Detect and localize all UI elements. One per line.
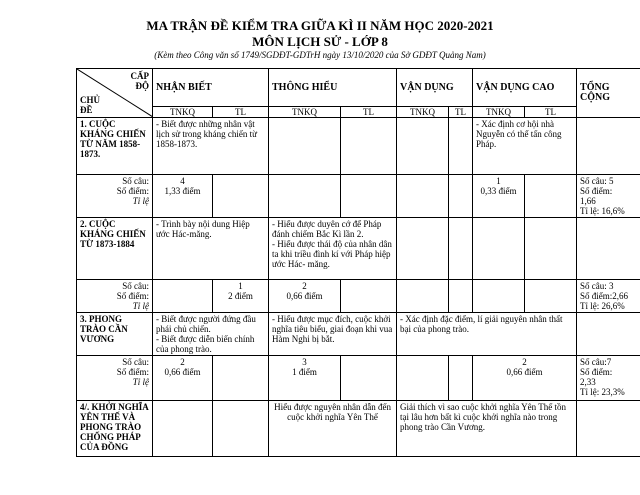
- empty-cell: [577, 401, 640, 457]
- col-van-dung-cao: VẬN DỤNG CAO: [473, 69, 577, 107]
- corner-level-label: CẤP ĐỘ: [130, 71, 149, 91]
- sub-tl: TL: [525, 107, 577, 118]
- empty-cell: [153, 401, 213, 457]
- empty-cell: [341, 175, 397, 218]
- sub-tnkq: TNKQ: [153, 107, 213, 118]
- topic-2-name: 2. CUỘC KHÁNG CHIẾN TỪ 1873-1884: [77, 218, 153, 280]
- document-note: (Kèm theo Công văn số 1749/SGDĐT-GDTrH ngày 13/10/2020 của Sở GDĐT Quảng Nam): [154, 50, 486, 60]
- sub-tl: TL: [213, 107, 269, 118]
- empty-cell: [577, 313, 640, 356]
- topic-2-thong-hieu: - Hiểu được duyên cớ để Pháp đánh chiếm Bắc Kì lần 2. - Hiểu được thái độ của nhân dân ta khi triều đình kí với Pháp hiệp ước Hác- măng.: [269, 218, 397, 280]
- empty-cell: [153, 280, 213, 313]
- topic-2-stat-th: 2 0,66 điểm: [269, 280, 341, 313]
- col-van-dung: VẬN DỤNG: [397, 69, 473, 107]
- empty-cell: [397, 118, 449, 175]
- topic-4-van-dung: Giải thích vì sao cuộc khởi nghĩa Yên Thế tồn tại lâu hơn bất kì cuộc khởi nghĩa nào trong phong trào Cần Vương.: [397, 401, 577, 457]
- empty-cell: [449, 280, 473, 313]
- topic-4-name: 4/. KHỞI NGHĨA YÊN THẾ VÀ PHONG TRÀO CHỐNG PHÁP CỦA ĐỒNG: [77, 401, 153, 457]
- corner-topic-label: CHỦ ĐỀ: [80, 95, 100, 115]
- empty-cell: [341, 118, 397, 175]
- topic-3-stat-nb: 2 0,66 điểm: [153, 356, 213, 401]
- topic-2-stats-label: Số câu: Số điểm: Tỉ lệ: [77, 280, 153, 313]
- topic-1-nhan-biet: - Biết được những nhân vật lịch sử trong kháng chiến từ 1858-1873.: [153, 118, 269, 175]
- topic-4-thong-hieu: Hiểu được nguyên nhân dẫn đến cuộc khởi nghĩa Yên Thế: [269, 401, 397, 457]
- empty-cell: [525, 218, 577, 280]
- topic-2-total: Số câu: 3 Số điểm:2,66 Tỉ lệ: 26,6%: [577, 280, 640, 313]
- sub-tnkq: TNKQ: [397, 107, 449, 118]
- empty-cell: [397, 175, 449, 218]
- col-thong-hieu: THÔNG HIỂU: [269, 69, 397, 107]
- topic-3-stats-label: Số câu: Số điểm: Tỉ lệ: [77, 356, 153, 401]
- matrix-table: [76, 68, 640, 457]
- empty-cell: [397, 356, 449, 401]
- document-title: MA TRẬN ĐỀ KIỂM TRA GIỮA KÌ II NĂM HỌC 2020-2021: [146, 18, 494, 33]
- col-tong-cong: TỔNG CỘNG: [577, 69, 640, 118]
- topic-1-van-dung-cao: - Xác định cơ hội nhà Nguyễn có thể tấn công Pháp.: [473, 118, 577, 175]
- topic-3-thong-hieu: - Hiểu được mục đích, cuộc khởi nghĩa tiêu biểu, giai đoạn khi vua Hàm Nghi bị bắt.: [269, 313, 397, 356]
- empty-cell: [525, 280, 577, 313]
- topic-1-stat-vdc: 1 0,33 điểm: [473, 175, 525, 218]
- empty-cell: [449, 356, 473, 401]
- empty-cell: [213, 356, 269, 401]
- empty-cell: [449, 175, 473, 218]
- corner-cell: [77, 69, 153, 118]
- empty-cell: [341, 280, 397, 313]
- topic-1-total: Số câu: 5 Số điểm: 1,66 Tỉ lệ: 16,6%: [577, 175, 640, 218]
- empty-cell: [577, 218, 640, 280]
- topic-1-stat-nb: 4 1,33 điểm: [153, 175, 213, 218]
- empty-cell: [213, 175, 269, 218]
- topic-3-stat-vdc: 2 0,66 điểm: [473, 356, 577, 401]
- topic-2-nhan-biet: - Trình bày nội dung Hiệp ước Hác-măng.: [153, 218, 269, 280]
- empty-cell: [525, 175, 577, 218]
- topic-3-total: Số câu:7 Số điểm: 2,33 Tỉ lệ: 23,3%: [577, 356, 640, 401]
- topic-3-name: 3. PHONG TRÀO CẦN VƯƠNG: [77, 313, 153, 356]
- empty-cell: [269, 118, 341, 175]
- sub-tnkq: TNKQ: [269, 107, 341, 118]
- empty-cell: [269, 175, 341, 218]
- empty-cell: [397, 218, 449, 280]
- empty-cell: [473, 280, 525, 313]
- empty-cell: [577, 118, 640, 175]
- col-nhan-biet: NHẬN BIẾT: [153, 69, 269, 107]
- sub-tl: TL: [341, 107, 397, 118]
- topic-2-stat-nb-tl: 1 2 điểm: [213, 280, 269, 313]
- empty-cell: [341, 356, 397, 401]
- document-subject: MÔN LỊCH SỬ - LỚP 8: [252, 34, 388, 49]
- empty-cell: [397, 280, 449, 313]
- topic-1-name: 1. CUỘC KHÁNG CHIẾN TỪ NĂM 1858-1873.: [77, 118, 153, 175]
- empty-cell: [213, 401, 269, 457]
- empty-cell: [473, 218, 525, 280]
- topic-3-van-dung: - Xác định đặc điểm, lí giải nguyên nhân thất bại của phong trào.: [397, 313, 577, 356]
- topic-3-stat-th: 3 1 điểm: [269, 356, 341, 401]
- topic-3-nhan-biet: - Biết được người đứng đầu phái chủ chiến. - Biết được diễn biến chính của phong trào.: [153, 313, 269, 356]
- topic-1-stats-label: Số câu: Số điểm: Tỉ lệ: [77, 175, 153, 218]
- empty-cell: [449, 118, 473, 175]
- sub-tl: TL: [449, 107, 473, 118]
- sub-tnkq: TNKQ: [473, 107, 525, 118]
- empty-cell: [449, 218, 473, 280]
